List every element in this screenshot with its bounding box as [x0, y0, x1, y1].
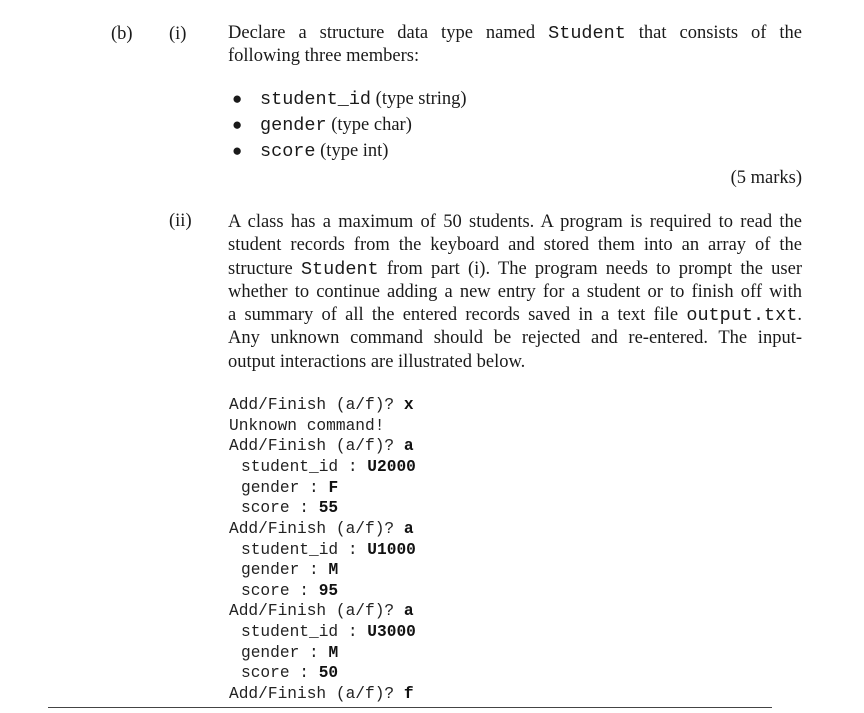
console-line: student_id : U2000 — [241, 458, 416, 476]
bullet-icon: ● — [232, 141, 243, 160]
part-label: (b) — [111, 24, 133, 44]
text-line: Any unknown command should be rejected and re-entered. The input- — [228, 328, 802, 349]
console-line: score : 50 — [241, 664, 339, 682]
console-line: score : 95 — [241, 582, 339, 600]
bullet-icon: ● — [232, 89, 243, 108]
text-line: following three members: — [228, 46, 420, 67]
text-line: output interactions are illustrated below. — [228, 351, 526, 372]
text-line: A class has a maximum of 50 students. A program is required to read the — [228, 212, 802, 232]
text-line: structure Student from part (i). The program needs to prompt the user — [228, 258, 802, 280]
bullet-icon: ● — [232, 115, 243, 134]
subquestion-ii-text — [228, 211, 802, 374]
console-line: student_id : U1000 — [241, 541, 416, 559]
console-line: student_id : U3000 — [241, 623, 416, 641]
console-line: Add/Finish (a/f)? a — [229, 520, 414, 538]
subquestion-i-text — [228, 22, 802, 69]
console-line: gender : M — [241, 644, 339, 662]
subquestion-ii-label: (ii) — [169, 211, 192, 231]
subquestion-i-label: (i) — [169, 24, 187, 44]
console-line: Add/Finish (a/f)? x — [229, 396, 414, 414]
text-line: student records from the keyboard and stored them into an array of the — [228, 235, 802, 256]
text-line: a summary of all the entered records saved in a text file output.txt. — [228, 305, 802, 327]
console-line: Add/Finish (a/f)? f — [229, 685, 414, 703]
console-line: gender : M — [241, 561, 339, 579]
console-line: score : 55 — [241, 499, 339, 517]
marks-label: (5 marks) — [730, 168, 802, 188]
text-line: Declare a structure data type named Student that consists of the — [228, 23, 802, 44]
console-line: gender : F — [241, 479, 339, 497]
page-divider — [48, 707, 772, 708]
console-line: Add/Finish (a/f)? a — [229, 602, 414, 620]
console-line: Add/Finish (a/f)? a — [229, 437, 414, 455]
console-line: Unknown command! — [229, 417, 385, 435]
text-line: whether to continue adding a new entry for a student or to finish off with — [228, 281, 802, 302]
